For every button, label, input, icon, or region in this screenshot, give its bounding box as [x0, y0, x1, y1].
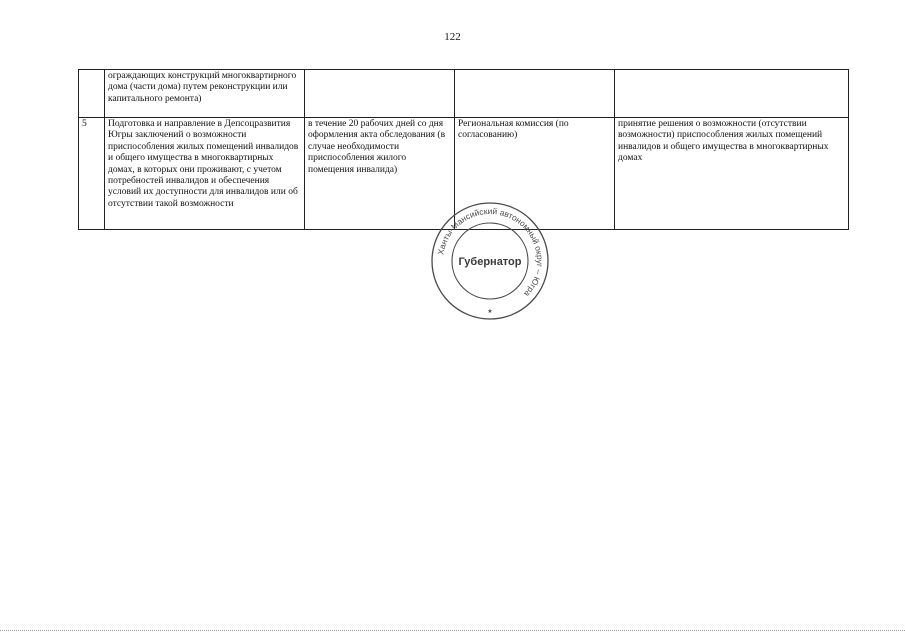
cell-action: ограждающих конструкций многоквартирного дома (части дома) путем реконструкции или капитального ремонта): [105, 70, 305, 118]
cell-result: принятие решения о возможности (отсутствии возможности) приспособления жилых помещений инвалидов и общего имущества в многоквартирных домах: [615, 118, 849, 230]
scan-edge-line: [0, 630, 905, 632]
governor-seal: [429, 200, 551, 322]
table-row-continuation: [79, 70, 849, 118]
cell-term: в течение 20 рабочих дней со дня оформления акта обследования (в случае необходимости приспособления жилого помещения инвалида): [305, 118, 455, 230]
cell-responsible: Региональная комиссия (по согласованию): [455, 118, 615, 230]
page-number: 122: [444, 31, 461, 43]
cell-action: Подготовка и направление в Депсоцразвития Югры заключений о возможности приспособления жилых помещений инвалидов и общего имущества в многоквартирных домах, в которых они проживают, с учетом потребностей инвалидов и обеспечения условий их доступности для инвалидов или об отсутствии такой возможности: [105, 118, 305, 230]
seal-ring-text: Ханты-Мансийский автономный округ – Югра: [435, 205, 546, 299]
cell-term: [305, 70, 455, 118]
cell-responsible: [455, 70, 615, 118]
seal-star-icon: ★: [487, 308, 493, 315]
cell-number: 5: [79, 118, 105, 230]
seal-center-text: Губернатор: [458, 256, 522, 268]
cell-number: [79, 70, 105, 118]
cell-result: [615, 70, 849, 118]
